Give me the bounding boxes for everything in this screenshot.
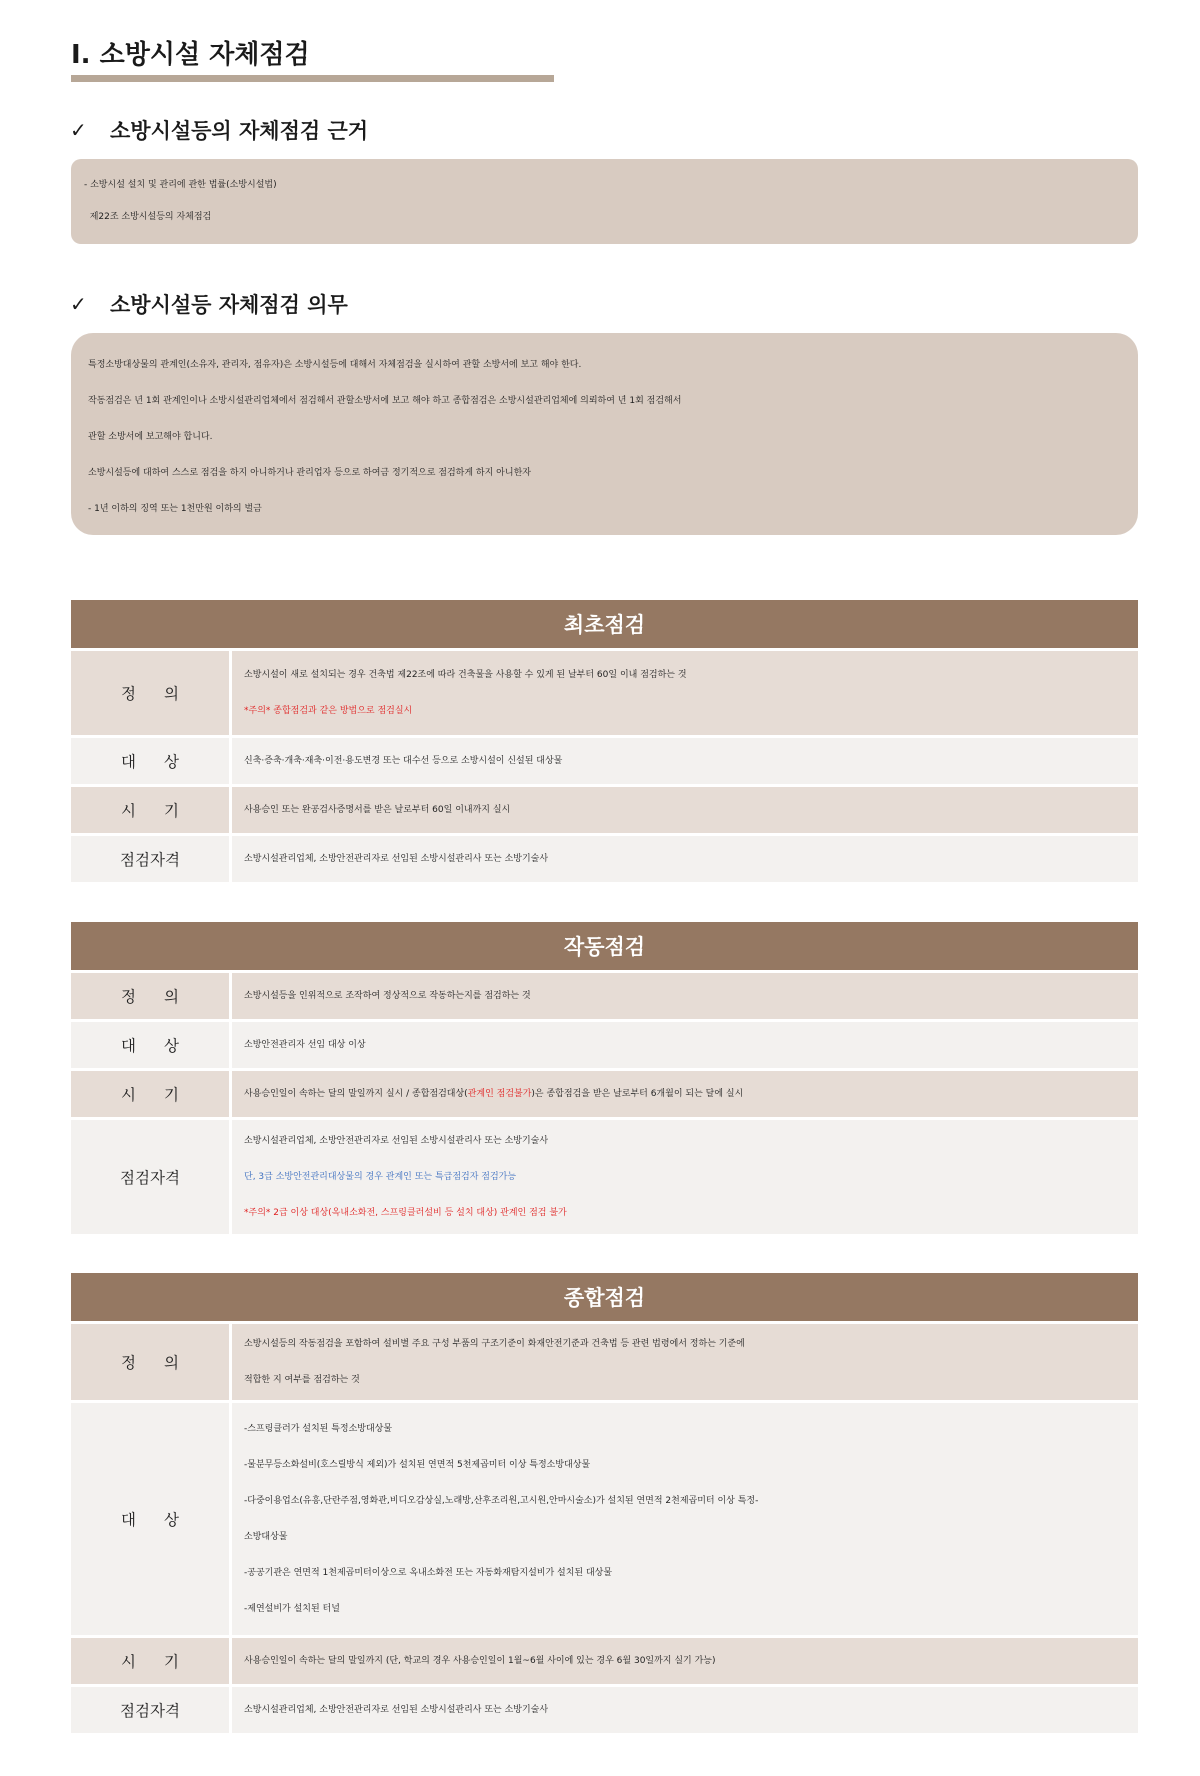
initial-inspection-title: 최초점검 (71, 600, 1138, 648)
initial-qualification: 소방시설관리업체, 소방안전관리자로 선임된 소방시설관리사 또는 소방기술사 (232, 836, 1138, 882)
check-icon: ✓ (70, 118, 87, 142)
comprehensive-timing: 사용승인일이 속하는 달의 말일까지 (단, 학교의 경우 사용승인일이 1월~6월 사이에 있는 경우 6월 30일까지 실기 가능) (232, 1638, 1138, 1684)
duty-heading-text: 소방시설등 자체점검 의무 (110, 293, 348, 317)
operation-timing-text: 사용승인일이 속하는 달의 말일까지 실시 / 종합점검대상( (244, 1089, 468, 1099)
table-row (71, 787, 1138, 833)
timing-label: 시 기 (71, 787, 229, 833)
definition-label: 정 의 (71, 651, 229, 735)
timing-label: 시 기 (71, 1638, 229, 1684)
timing-label: 시 기 (71, 1071, 229, 1117)
basis-heading (70, 115, 368, 145)
table-row (71, 1324, 1138, 1400)
duty-line-2: 작동점검은 년 1회 관계인이나 소방시설관리업체에서 점검해서 관할소방서에 보고 해야 하고 종합점검은 소방시설관리업체에 의뢰하여 년 1회 점검해서 (88, 396, 682, 406)
basis-line-1: - 소방시설 설치 및 관리에 관한 법률(소방시설법) (84, 180, 277, 190)
table-row (71, 738, 1138, 784)
table-row (71, 651, 1138, 735)
table-row (71, 1120, 1138, 1234)
table-row (71, 973, 1138, 1019)
table-row (71, 1022, 1138, 1068)
operation-definition: 소방시설등을 인위적으로 조작하여 정상적으로 작동하는지를 점검하는 것 (232, 973, 1138, 1019)
table-row (71, 1638, 1138, 1684)
operation-target: 소방안전관리자 선임 대상 이상 (232, 1022, 1138, 1068)
check-icon: ✓ (70, 292, 87, 316)
comprehensive-target: -스프링클러가 설치된 특정소방대상물 -물분무등소화설비(호스릴방식 제외)가 설치된 연면적 5천제곱미터 이상 특정소방대상물 -다중이용업소(유흥,단란주점,영화관,비디오감상실,노래방,산후조리원,고시원,안마시술소)가 설치된 연면적 2천제곱미터 이상 특정- 소방대상물 -공공기관은 연면적 1천제곱미터이상으로 옥내소화전 또는 자동화재탐지설비가 설치된 대상물 -제연설비가 설치된 터널 (232, 1403, 1138, 1635)
duty-line-5: - 1년 이하의 징역 또는 1천만원 이하의 벌금 (88, 504, 262, 514)
page-title: Ⅰ. 소방시설 자체점검 (71, 40, 310, 70)
operation-inspection-table (71, 922, 1138, 1234)
duty-panel (71, 333, 1138, 535)
comprehensive-definition: 소방시설등의 작동점검을 포함하여 설비별 주요 구성 부품의 구조기준이 화재안전기준과 건축법 등 관련 법령에서 정하는 기준에 적합한 지 여부를 점검하는 것 (232, 1324, 1138, 1400)
comprehensive-inspection-table (71, 1273, 1138, 1733)
title-underline (71, 75, 554, 82)
operation-qualification-exception: 단, 3급 소방안전관리대상물의 경우 관계인 또는 특급점검자 점검가능 (244, 1172, 517, 1182)
qualification-label: 점검자격 (71, 836, 229, 882)
operation-timing (232, 1071, 1138, 1117)
target-label: 대 상 (71, 1022, 229, 1068)
duty-line-4: 소방시설등에 대하여 스스로 점검을 하지 아니하거나 관리업자 등으로 하여금 정기적으로 점검하게 하지 아니한자 (88, 468, 531, 478)
table-row (71, 1403, 1138, 1635)
initial-inspection-table (71, 600, 1138, 882)
target-label: 대 상 (71, 1403, 229, 1635)
qualification-label: 점검자격 (71, 1687, 229, 1733)
qualification-label: 점검자격 (71, 1120, 229, 1234)
operation-qualification-note: *주의* 2급 이상 대상(옥내소화전, 스프링클러설비 등 설치 대상) 관계인 점검 불가 (244, 1208, 567, 1218)
duty-line-1: 특정소방대상물의 관계인(소유자, 관리자, 점유자)은 소방시설등에 대해서 자체점검을 실시하여 관할 소방서에 보고 해야 한다. (88, 360, 582, 370)
initial-definition-line: 소방시설이 새로 설치되는 경우 건축법 제22조에 따라 건축물을 사용할 수 있게 된 날부터 60일 이내 점검하는 것 (244, 670, 687, 680)
table-row (71, 1687, 1138, 1733)
table-row (71, 836, 1138, 882)
duty-line-3: 관할 소방서에 보고해야 합니다. (88, 432, 213, 442)
operation-qualification: 소방시설관리업체, 소방안전관리자로 선임된 소방시설관리사 또는 소방기술사 단, 3급 소방안전관리대상물의 경우 관계인 또는 특급점검자 점검가능 *주의* 2급 이상 대상(옥내소화전, 스프링클러설비 등 설치 대상) 관계인 점검 불가 (232, 1120, 1138, 1234)
operation-inspection-title: 작동점검 (71, 922, 1138, 970)
duty-heading (70, 289, 348, 319)
initial-definition-note: *주의* 종합점검과 같은 방법으로 점검실시 (244, 706, 413, 716)
definition-label: 정 의 (71, 973, 229, 1019)
comprehensive-inspection-title: 종합점검 (71, 1273, 1138, 1321)
initial-target: 신축·증축·개축·재축·이전·용도변경 또는 대수선 등으로 소방시설이 신설된 대상물 (232, 738, 1138, 784)
initial-timing: 사용승인 또는 완공검사증명서를 받은 날로부터 60일 이내까지 실시 (232, 787, 1138, 833)
basis-heading-text: 소방시설등의 자체점검 근거 (110, 119, 369, 143)
operation-timing-warning: 관계인 점검불가 (467, 1089, 532, 1099)
basis-panel (71, 159, 1138, 244)
definition-label: 정 의 (71, 1324, 229, 1400)
target-label: 대 상 (71, 738, 229, 784)
comprehensive-qualification: 소방시설관리업체, 소방안전관리자로 선임된 소방시설관리사 또는 소방기술사 (232, 1687, 1138, 1733)
basis-line-2: 제22조 소방시설등의 자체점검 (84, 212, 212, 222)
table-row (71, 1071, 1138, 1117)
initial-definition (232, 651, 1138, 735)
operation-timing-text-2: )은 종합점검을 받은 날로부터 6개월이 되는 달에 실시 (531, 1089, 744, 1099)
